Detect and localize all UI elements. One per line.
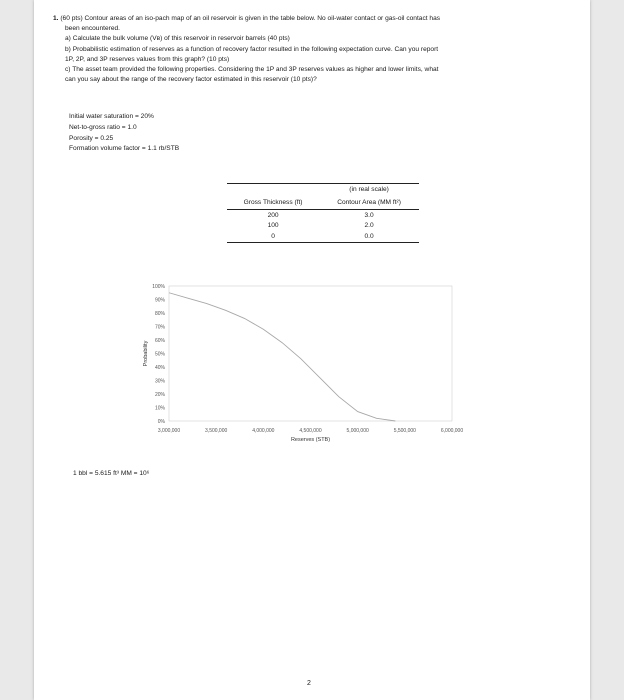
x-tick-label: 4,500,000 <box>299 428 322 434</box>
part-b-line-2: 1P, 2P, and 3P reserves values from this graph? (10 pts) <box>65 55 230 63</box>
question-line-1: (60 pts) Contour areas of an iso-pach map of an oil reservoir is given in the table below. No oil-water contact or gas-oil contact has <box>60 15 441 22</box>
table-cell-area: 0.0 <box>319 231 419 243</box>
part-a: a) Calculate the bulk volume (Vʙ) of this reservoir in reservoir barrels (40 pts) <box>65 35 290 43</box>
expectation-curve-chart <box>34 280 590 460</box>
table-scale-note: (in real scale) <box>319 184 419 196</box>
conversion-note: 1 bbl = 5.615 ft³ MM = 10⁶ <box>73 470 150 477</box>
x-tick-label: 6,000,000 <box>440 428 464 434</box>
x-tick-label: 3,500,000 <box>205 428 228 434</box>
question-line-2: been encountered. <box>65 25 120 33</box>
table-row <box>227 210 419 221</box>
y-tick-label: 0% <box>157 419 165 425</box>
part-c-line-2: can you say about the range of the recovery factor estimated in this reservoir (10 pts)? <box>65 76 317 84</box>
x-tick-label: 5,000,000 <box>346 428 369 434</box>
property-sw: Initial water saturation = 20% <box>69 113 154 120</box>
y-tick-label: 100% <box>152 284 165 290</box>
properties-list <box>69 112 179 155</box>
y-tick-label: 40% <box>154 365 165 371</box>
table-cell-thickness: 100 <box>267 222 279 230</box>
plot-area <box>169 286 452 421</box>
question-block <box>53 14 583 85</box>
property-ntg: Net-to-gross ratio = 1.0 <box>69 123 137 131</box>
x-tick-label: 3,000,000 <box>157 428 181 434</box>
x-tick-label: 4,000,000 <box>252 428 275 434</box>
y-tick-label: 80% <box>154 311 165 317</box>
table-header-area: Contour Area (MM ft²) <box>319 195 419 210</box>
table-row <box>227 221 419 232</box>
y-tick-label: 70% <box>154 324 165 331</box>
y-tick-label: 90% <box>154 297 165 304</box>
table-cell-thickness: 0 <box>227 231 319 243</box>
question-number: 1. <box>53 15 59 22</box>
table-row <box>227 231 419 243</box>
part-c-line-1: c) The asset team provided the following properties. Considering the 1P and 3P reserves values as higher and lower limits, what <box>65 66 439 74</box>
contour-table <box>227 183 419 243</box>
page-number: 2 <box>307 680 311 687</box>
y-axis-label: Probability <box>143 340 149 367</box>
table-cell-area: 3.0 <box>364 211 374 219</box>
y-tick-label: 50% <box>154 351 165 358</box>
table-header-thickness: Gross Thickness (ft) <box>227 195 319 210</box>
x-tick-label: 5,500,000 <box>393 428 416 434</box>
document-page <box>34 0 590 700</box>
y-tick-label: 20% <box>154 392 165 398</box>
table-cell-thickness: 200 <box>267 211 279 219</box>
y-tick-label: 30% <box>154 378 165 385</box>
property-porosity: Porosity = 0.25 <box>69 134 114 142</box>
property-fvf: Formation volume factor = 1.1 rb/STB <box>69 145 180 153</box>
x-axis-label: Reserves (STB) <box>290 437 331 443</box>
expectation-curve-line <box>169 293 395 421</box>
part-b-line-1: b) Probabilistic estimation of reserves as a function of recovery factor resulted in the following expectation curve. Can you report <box>65 45 439 53</box>
y-tick-label: 10% <box>154 405 165 412</box>
table-cell-area: 2.0 <box>364 222 374 230</box>
y-tick-label: 60% <box>154 338 165 344</box>
